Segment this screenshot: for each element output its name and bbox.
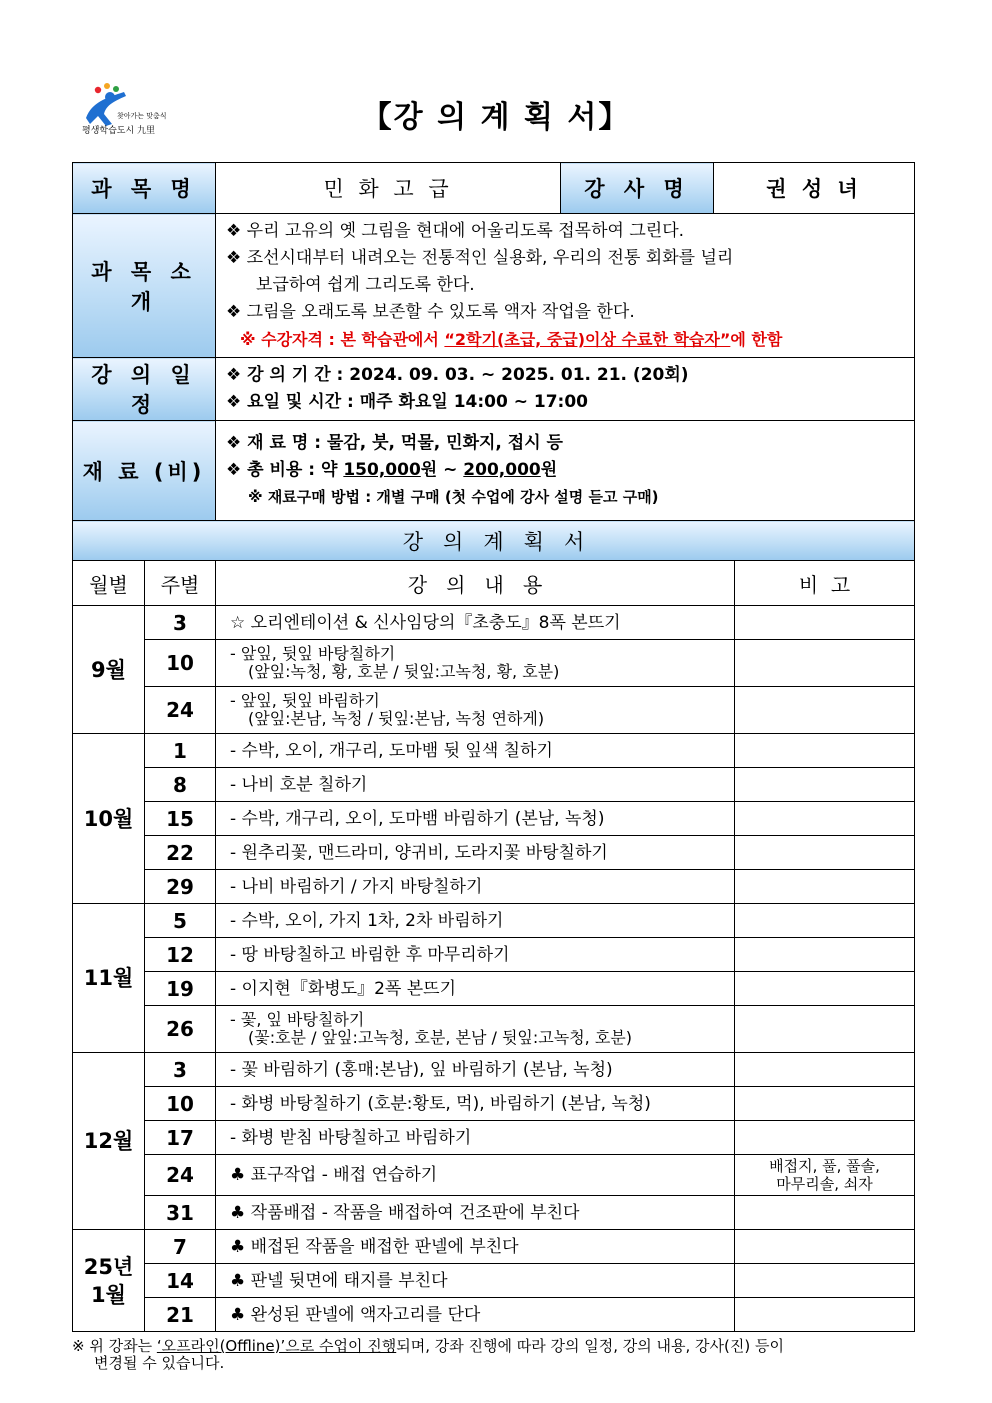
lesson-content: ♣ 완성된 판넬에 액자고리를 단다 (216, 1298, 735, 1332)
material-label: 재 료 (비) (73, 421, 216, 521)
logo-name: 평생학습도시 九里 (82, 126, 156, 136)
instructor-label: 강 사 명 (561, 163, 714, 214)
month-sep: 9월 (73, 606, 145, 734)
lesson-note (735, 1264, 915, 1298)
week-number: 10 (145, 640, 216, 687)
week-number: 3 (145, 1053, 216, 1087)
lesson-line: - 앞잎, 뒷잎 바탕칠하기 (230, 644, 396, 663)
week-number: 5 (145, 904, 216, 938)
week-number: 19 (145, 972, 216, 1006)
material-cost-prefix: ❖ 총 비용 : 약 (226, 460, 344, 480)
lesson-line: - 앞잎, 뒷잎 바림하기 (230, 691, 380, 710)
week-number: 17 (145, 1121, 216, 1155)
lesson-detail: (앞잎:본남, 녹청 / 뒷잎:본남, 녹청 연하게) (248, 709, 545, 728)
lesson-note (735, 972, 915, 1006)
lesson-content (216, 640, 735, 687)
footer-suffix: 되며, 강좌 진행에 따라 강의 일정, 강의 내용, 강사(진) 등이 (396, 1337, 784, 1355)
note-line: 배접지, 풀, 풀솔, (769, 1157, 880, 1175)
lesson-note (735, 870, 915, 904)
month-year: 25년 (83, 1254, 134, 1279)
lesson-note (735, 836, 915, 870)
lesson-detail: (앞잎:녹청, 황, 호분 / 뒷잎:고녹청, 황, 호분) (248, 662, 560, 681)
lesson-note (735, 687, 915, 734)
week-number: 31 (145, 1196, 216, 1230)
lesson-content: - 수박, 개구리, 오이, 도마뱀 바림하기 (본남, 녹청) (216, 802, 735, 836)
intro-item: ❖ 그림을 오래도록 보존할 수 있도록 액자 작업을 한다. (226, 302, 635, 322)
month-jan (73, 1230, 145, 1332)
week-number: 10 (145, 1087, 216, 1121)
material-cost-min: 150,000 (343, 460, 421, 480)
lesson-detail: (꽃:호분 / 앞잎:고녹청, 호분, 본남 / 뒷잎:고녹청, 호분) (248, 1028, 632, 1047)
material-names: ❖ 재 료 명 : 물감, 붓, 먹물, 민화지, 접시 등 (226, 433, 563, 453)
month-nov: 11월 (73, 904, 145, 1053)
material-cost-mid: 원 ~ (420, 460, 464, 480)
lesson-note (735, 734, 915, 768)
col-content: 강 의 내 용 (216, 561, 735, 606)
lesson-note (735, 1196, 915, 1230)
course-plan-table (72, 162, 915, 1332)
lesson-content: - 땅 바탕칠하고 바림한 후 마무리하기 (216, 938, 735, 972)
subject-value: 민 화 고 급 (216, 163, 561, 214)
schedule-label: 강 의 일 정 (73, 358, 216, 421)
lesson-content: - 화병 받침 바탕칠하고 바림하기 (216, 1121, 735, 1155)
lesson-note (735, 1087, 915, 1121)
lesson-content: - 꽃 바림하기 (홍매:본남), 잎 바림하기 (본남, 녹청) (216, 1053, 735, 1087)
lesson-content: ♣ 작품배접 - 작품을 배접하여 건조판에 부친다 (216, 1196, 735, 1230)
month-oct: 10월 (73, 734, 145, 904)
intro-item: ❖ 조선시대부터 내려오는 전통적인 실용화, 우리의 전통 회화를 널리 (226, 248, 734, 268)
lesson-note (735, 938, 915, 972)
lesson-content: ♣ 배접된 작품을 배접한 판넬에 부친다 (216, 1230, 735, 1264)
week-number: 21 (145, 1298, 216, 1332)
intro-note-prefix: ※ 수강자격 : 본 학습관에서 (240, 330, 445, 349)
week-number: 29 (145, 870, 216, 904)
material-cost-suffix: 원 (540, 460, 558, 480)
lesson-note (735, 802, 915, 836)
col-month: 월별 (73, 561, 145, 606)
intro-note-suffix: 에 한함 (730, 330, 783, 349)
lesson-note (735, 768, 915, 802)
lesson-note (735, 1121, 915, 1155)
week-number: 12 (145, 938, 216, 972)
lesson-note (735, 1230, 915, 1264)
lesson-note (735, 1053, 915, 1087)
col-note: 비 고 (735, 561, 915, 606)
lesson-content (216, 687, 735, 734)
lesson-content: - 나비 바림하기 / 가지 바탕칠하기 (216, 870, 735, 904)
intro-label: 과 목 소 개 (73, 214, 216, 358)
plan-header: 강 의 계 획 서 (73, 521, 915, 561)
lesson-note (735, 606, 915, 640)
month-name: 1월 (91, 1282, 126, 1307)
week-number: 14 (145, 1264, 216, 1298)
month-dec: 12월 (73, 1053, 145, 1230)
col-week: 주별 (145, 561, 216, 606)
note-line: 마무리솔, 쇠자 (776, 1175, 873, 1193)
week-number: 15 (145, 802, 216, 836)
week-number: 1 (145, 734, 216, 768)
schedule-period: ❖ 강 의 기 간 : 2024. 09. 03. ~ 2025. 01. 21. (20회) (226, 365, 689, 385)
lesson-content: - 나비 호분 칠하기 (216, 768, 735, 802)
lesson-content: - 화병 바탕칠하기 (호분:황토, 먹), 바림하기 (본남, 녹청) (216, 1087, 735, 1121)
footer-offline: ‘오프라인(Offline)’으로 수업이 진행 (156, 1337, 397, 1355)
logo-tagline: 찾아가는 맞춤식 (117, 112, 167, 120)
lesson-note (735, 1006, 915, 1053)
lesson-content: ♣ 판넬 뒷면에 태지를 부친다 (216, 1264, 735, 1298)
lesson-line: - 꽃, 잎 바탕칠하기 (230, 1010, 365, 1029)
intro-item: ❖ 우리 고유의 옛 그림을 현대에 어울리도록 접목하여 그린다. (226, 221, 685, 241)
schedule-time: ❖ 요일 및 시간 : 매주 화요일 14:00 ~ 17:00 (226, 392, 589, 412)
week-number: 7 (145, 1230, 216, 1264)
week-number: 24 (145, 1155, 216, 1196)
schedule-content (216, 358, 915, 421)
week-number: 22 (145, 836, 216, 870)
footer-notice (72, 1338, 914, 1372)
lesson-content: - 이지현『화병도』2폭 본뜨기 (216, 972, 735, 1006)
footer-line2: 변경될 수 있습니다. (94, 1354, 225, 1372)
week-number: 26 (145, 1006, 216, 1053)
material-note: ※ 재료구매 방법 : 개별 구매 (첫 수업에 강사 설명 듣고 구매) (248, 488, 659, 506)
lesson-content: ☆ 오리엔테이션 & 신사임당의『초충도』8폭 본뜨기 (216, 606, 735, 640)
lesson-note (735, 1155, 915, 1196)
material-content (216, 421, 915, 521)
lesson-note (735, 1298, 915, 1332)
lesson-content (216, 1006, 735, 1053)
week-number: 3 (145, 606, 216, 640)
week-number: 24 (145, 687, 216, 734)
week-number: 8 (145, 768, 216, 802)
lesson-note (735, 904, 915, 938)
page-title: 【강 의 계 획 서】 (361, 100, 631, 135)
lesson-content: ♣ 표구작업 - 배접 연습하기 (216, 1155, 735, 1196)
instructor-value: 권 성 녀 (714, 163, 915, 214)
lesson-content: - 수박, 오이, 가지 1차, 2차 바림하기 (216, 904, 735, 938)
material-cost-max: 200,000 (463, 460, 541, 480)
footer-prefix: ※ 위 강좌는 (72, 1337, 157, 1355)
subject-label: 과 목 명 (73, 163, 216, 214)
intro-content (216, 214, 915, 358)
lesson-content: - 수박, 오이, 개구리, 도마뱀 뒷 잎색 칠하기 (216, 734, 735, 768)
intro-item: 보급하여 쉽게 그리도록 한다. (256, 275, 475, 295)
lesson-content: - 원추리꽃, 맨드라미, 양귀비, 도라지꽃 바탕칠하기 (216, 836, 735, 870)
lesson-note (735, 640, 915, 687)
intro-note-highlight: “2학기(초급, 중급)이상 수료한 학습자” (444, 330, 731, 349)
